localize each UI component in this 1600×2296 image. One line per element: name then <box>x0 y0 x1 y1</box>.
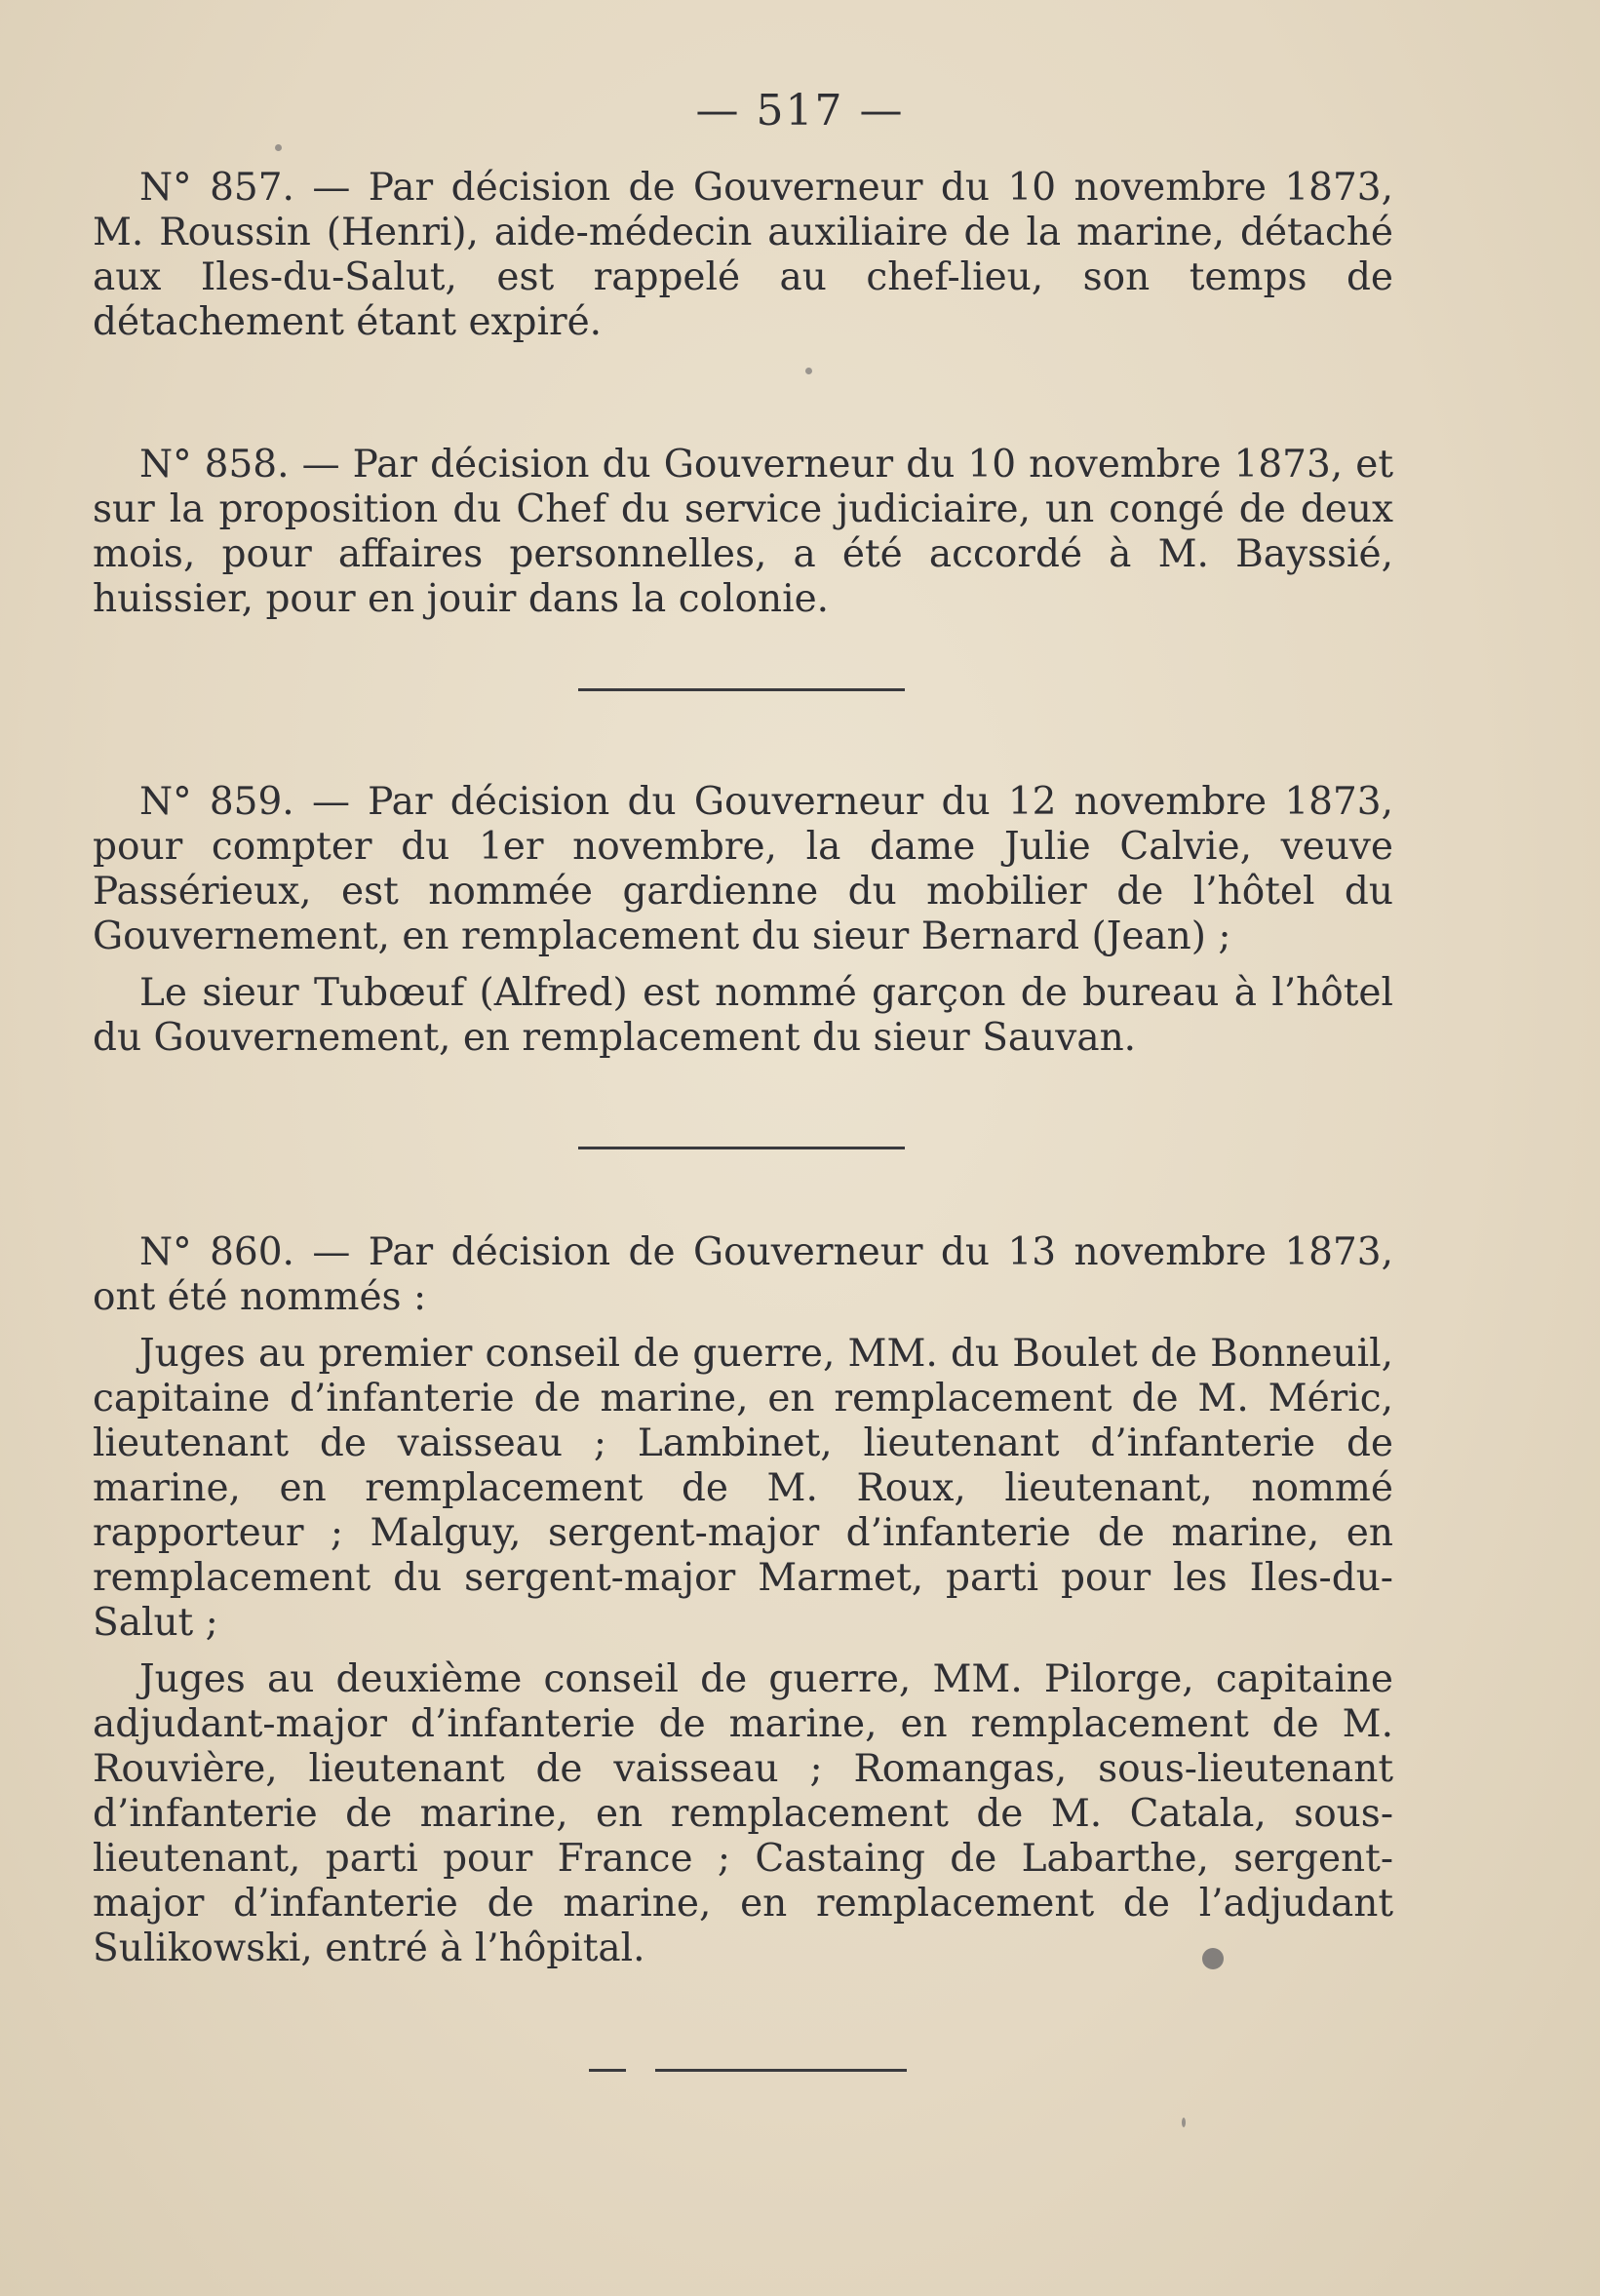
entry-858 <box>93 443 1393 622</box>
end-rule-long <box>655 2069 907 2072</box>
entry-paragraph: Juges au premier conseil de guerre, MM. du Boulet de Bonneuil, capitaine d’infanterie de marine, en remplacement de M. Méric, lieutenant de vaisseau ; Lambinet, lieutenant d’infanterie de marine, en remplacement de M. Roux, lieutenant, nommé rapporteur ; Malguy, sergent-major d’infanterie de marine, en remplacement du sergent-major Marmet, parti pour les Iles-du-Salut ; <box>93 1332 1393 1645</box>
paper-speck <box>805 368 812 374</box>
paper-speck <box>275 144 282 151</box>
section-divider <box>578 688 905 691</box>
entry-paragraph: N° 859. — Par décision du Gouverneur du 12 novembre 1873, pour compter du 1er novembre, la dame Julie Calvie, veuve Passérieux, est nommée gardienne du mobilier de l’hôtel du Gouvernement, en remplacement du sieur Bernard (Jean) ; <box>93 780 1393 958</box>
entry-paragraph: N° 858. — Par décision du Gouverneur du 10 novembre 1873, et sur la proposition du Chef du service judiciaire, un congé de deux mois, pour affaires personnelles, a été accordé à M. Bayssié, huissier, pour en jouir dans la colonie. <box>93 443 1393 621</box>
entry-paragraph: N° 860. — Par décision de Gouverneur du 13 novembre 1873, ont été nommés : <box>93 1230 1393 1319</box>
entry-paragraph: N° 857. — Par décision de Gouverneur du 10 novembre 1873, M. Roussin (Henri), aide-médecin auxiliaire de la marine, détaché aux Iles-du-Salut, est rappelé au chef-lieu, son temps de détachement étant expiré. <box>93 166 1393 344</box>
entry-860 <box>93 1230 1393 1971</box>
page-number: — 517 — <box>695 86 905 136</box>
section-divider <box>578 1147 905 1149</box>
paper-speck <box>1182 2118 1186 2127</box>
end-rule-short <box>589 2069 626 2072</box>
paper-speck <box>1202 1948 1224 1969</box>
entry-857 <box>93 166 1393 345</box>
entry-paragraph: Le sieur Tubœuf (Alfred) est nommé garçon de bureau à l’hôtel du Gouvernement, en remplacement du sieur Sauvan. <box>93 971 1393 1060</box>
entry-859 <box>93 780 1393 1061</box>
entry-paragraph: Juges au deuxième conseil de guerre, MM. Pilorge, capitaine adjudant-major d’infanterie de marine, en remplacement de M. Rouvière, lieutenant de vaisseau ; Romangas, sous-lieutenant d’infanterie de marine, en remplacement de M. Catala, sous-lieutenant, parti pour France ; Castaing de Labarthe, sergent-major d’infanterie de marine, en remplacement de l’adjudant Sulikowski, entré à l’hôpital. <box>93 1657 1393 1970</box>
